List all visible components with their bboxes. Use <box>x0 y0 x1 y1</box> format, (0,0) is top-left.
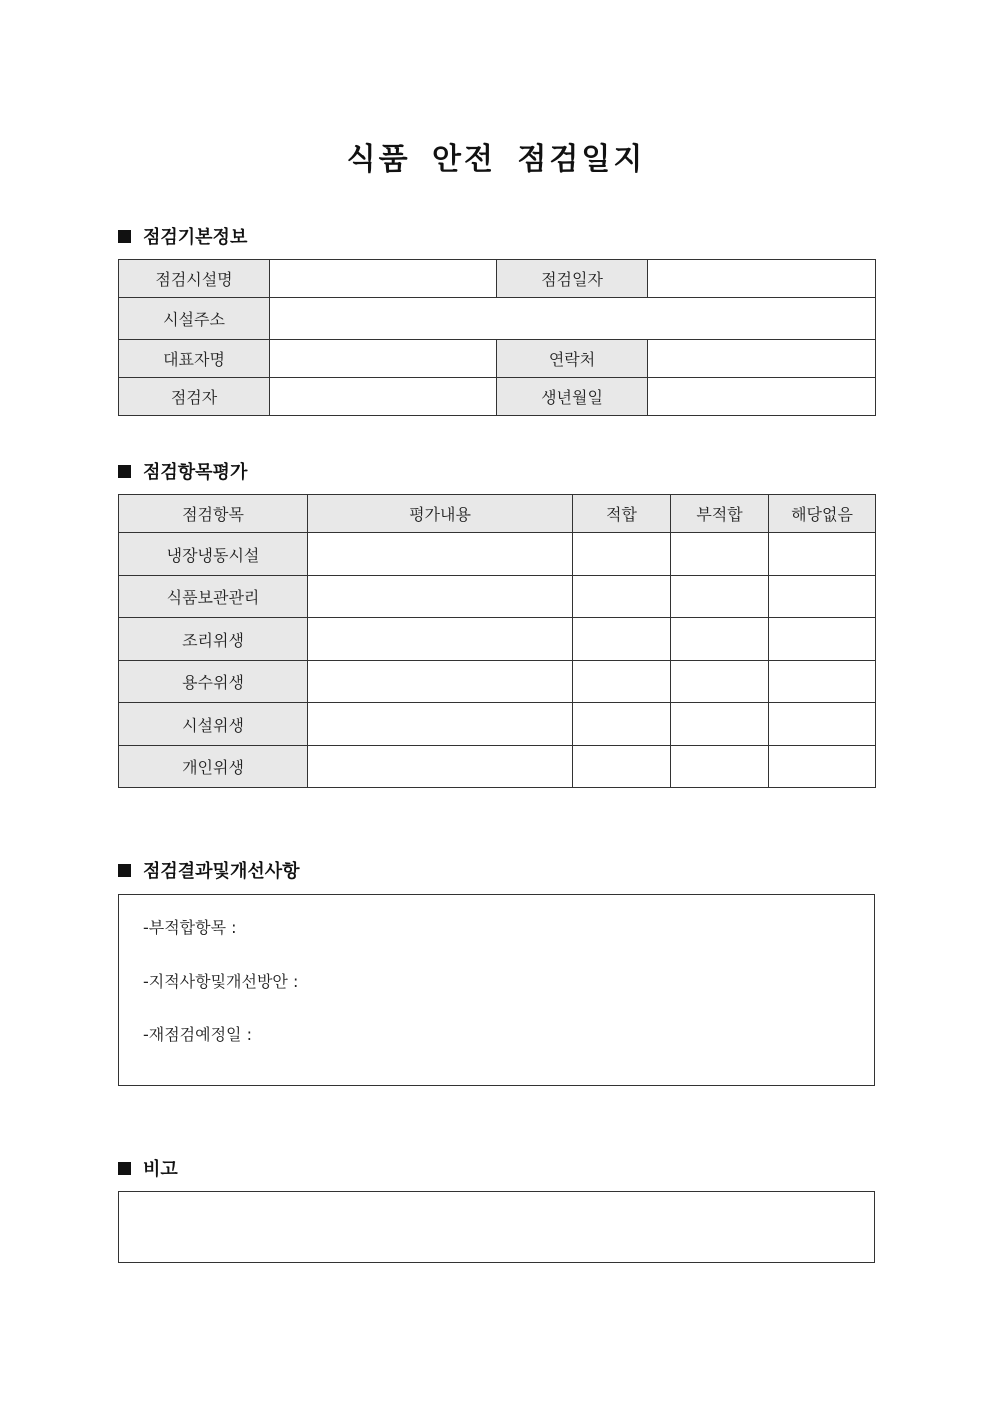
representative-label: 대표자명 <box>119 340 270 378</box>
conforming-cell[interactable] <box>573 703 671 746</box>
inspection-date-field[interactable] <box>648 260 876 298</box>
facility-name-field[interactable] <box>270 260 497 298</box>
not-applicable-cell[interactable] <box>769 533 876 576</box>
section-result-heading <box>118 857 300 883</box>
evaluation-table <box>118 494 876 788</box>
content-cell[interactable] <box>308 746 573 788</box>
table-row <box>119 703 876 746</box>
header-content: 평가내용 <box>308 495 573 533</box>
birth-date-label: 생년월일 <box>497 378 648 416</box>
row-label: 냉장냉동시설 <box>119 533 308 576</box>
inspector-label: 점검자 <box>119 378 270 416</box>
inspector-field[interactable] <box>270 378 497 416</box>
table-row <box>119 746 876 788</box>
contact-label: 연락처 <box>497 340 648 378</box>
conforming-cell[interactable] <box>573 618 671 661</box>
document-title: 식품 안전 점검일지 <box>346 142 646 177</box>
conforming-cell[interactable] <box>573 746 671 788</box>
nonconforming-cell[interactable] <box>671 703 769 746</box>
section-items-heading <box>118 458 247 484</box>
row-label: 시설위생 <box>119 703 308 746</box>
contact-field[interactable] <box>648 340 876 378</box>
not-applicable-cell[interactable] <box>769 661 876 703</box>
not-applicable-cell[interactable] <box>769 618 876 661</box>
header-nonconforming: 부적합 <box>671 495 769 533</box>
nonconforming-cell[interactable] <box>671 618 769 661</box>
content-cell[interactable] <box>308 618 573 661</box>
content-cell[interactable] <box>308 661 573 703</box>
address-label: 시설주소 <box>119 298 270 340</box>
table-row <box>119 533 876 576</box>
table-row <box>119 661 876 703</box>
section-basic-title: 점검기본정보 <box>143 227 248 248</box>
square-bullet-icon <box>118 864 131 877</box>
section-items-title: 점검항목평가 <box>143 462 248 483</box>
row-label: 개인위생 <box>119 746 308 788</box>
not-applicable-cell[interactable] <box>769 746 876 788</box>
nonconforming-cell[interactable] <box>671 533 769 576</box>
basic-info-table <box>118 259 876 416</box>
content-cell[interactable] <box>308 576 573 618</box>
section-note-heading <box>118 1155 178 1181</box>
row-label: 용수위생 <box>119 661 308 703</box>
section-basic-heading <box>118 223 247 249</box>
nonconforming-cell[interactable] <box>671 661 769 703</box>
header-conforming: 적합 <box>573 495 671 533</box>
birth-date-field[interactable] <box>648 378 876 416</box>
not-applicable-cell[interactable] <box>769 703 876 746</box>
square-bullet-icon <box>118 465 131 478</box>
remarks-line: -지적사항및개선방안 : <box>143 972 299 991</box>
result-box[interactable] <box>118 894 875 1086</box>
representative-field[interactable] <box>270 340 497 378</box>
header-not-applicable: 해당없음 <box>769 495 876 533</box>
nonconforming-cell[interactable] <box>671 576 769 618</box>
square-bullet-icon <box>118 230 131 243</box>
inspection-date-label: 점검일자 <box>497 260 648 298</box>
table-row <box>119 618 876 661</box>
nonconforming-line: -부적합항목 : <box>143 918 237 937</box>
row-label: 식품보관관리 <box>119 576 308 618</box>
nonconforming-cell[interactable] <box>671 746 769 788</box>
address-field[interactable] <box>270 298 876 340</box>
facility-name-label: 점검시설명 <box>119 260 270 298</box>
reinspection-line: -재점검예정일 : <box>143 1025 252 1044</box>
conforming-cell[interactable] <box>573 533 671 576</box>
not-applicable-cell[interactable] <box>769 576 876 618</box>
content-cell[interactable] <box>308 703 573 746</box>
header-item: 점검항목 <box>119 495 308 533</box>
conforming-cell[interactable] <box>573 576 671 618</box>
conforming-cell[interactable] <box>573 661 671 703</box>
section-result-title: 점검결과및개선사항 <box>143 861 300 882</box>
square-bullet-icon <box>118 1162 131 1175</box>
content-cell[interactable] <box>308 533 573 576</box>
table-row <box>119 576 876 618</box>
section-note-title: 비고 <box>143 1159 178 1180</box>
note-box[interactable] <box>118 1191 875 1263</box>
row-label: 조리위생 <box>119 618 308 661</box>
